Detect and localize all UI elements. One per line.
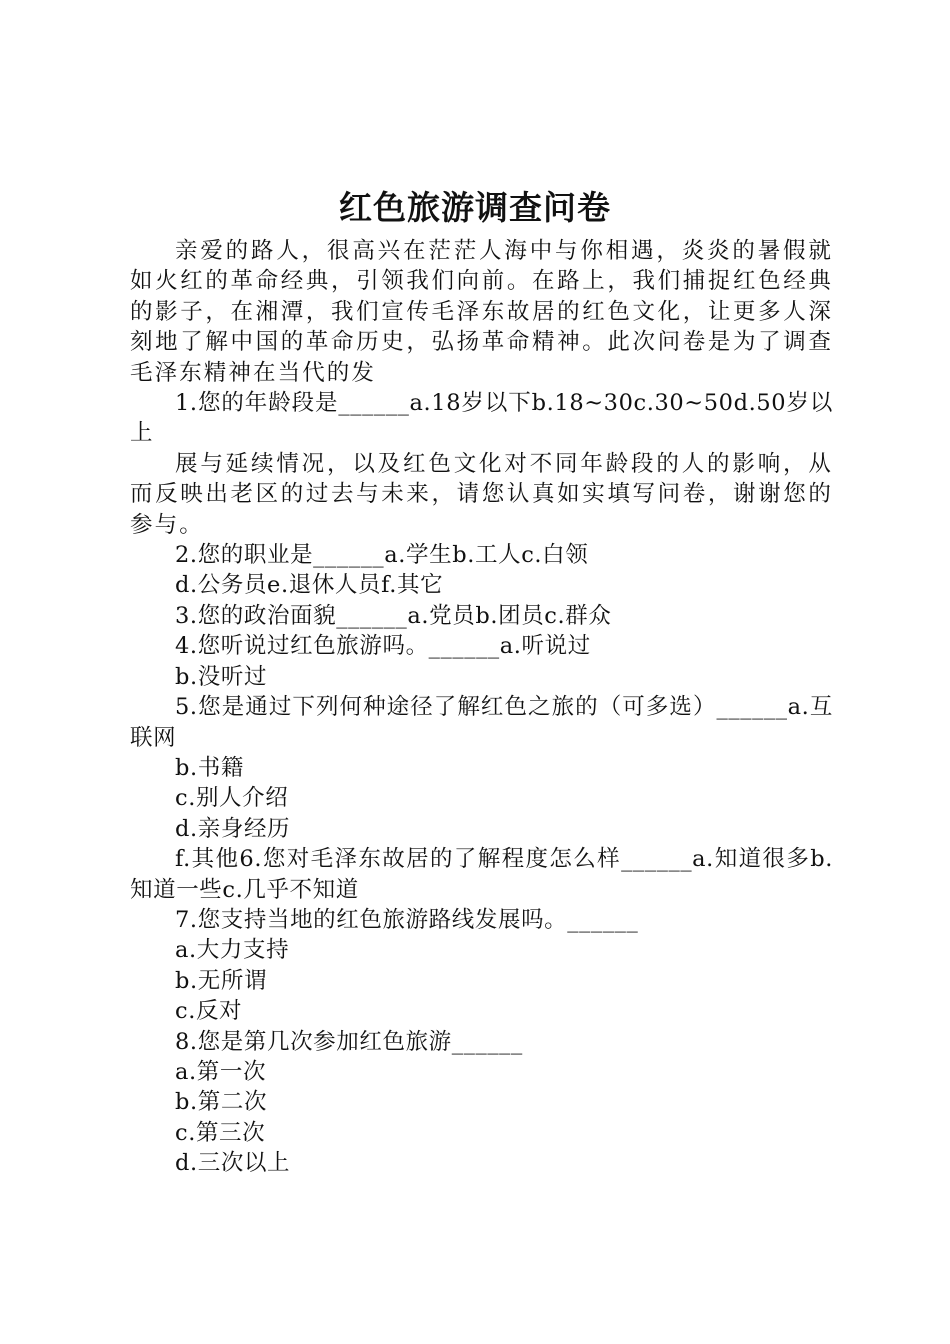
intro-paragraph-continued: 展与延续情况，以及红色文化对不同年龄段的人的影响，从而反映出老区的过去与未来，请您认真如实填写问卷，谢谢您的参与。 xyxy=(130,450,833,538)
intro-paragraph: 亲爱的路人，很高兴在茫茫人海中与你相遇，炎炎的暑假就如火红的革命经典，引领我们向前。在路上，我们捕捉红色经典的影子，在湘潭，我们宣传毛泽东故居的红色文化，让更多人深刻地了解中国的革命历史，弘扬革命精神。此次问卷是为了调查毛泽东精神在当代的发 xyxy=(130,238,833,386)
question-8-option-c: c.第三次 xyxy=(175,1119,266,1146)
question-7-option-a: a.大力支持 xyxy=(175,937,290,964)
question-5: 5.您是通过下列何种途径了解红色之旅的（可多选）______a.互联网 xyxy=(130,694,833,751)
question-8-option-b: b.第二次 xyxy=(175,1089,268,1116)
question-4: 4.您听说过红色旅游吗。______a.听说过 xyxy=(175,633,591,660)
question-7: 7.您支持当地的红色旅游路线发展吗。______ xyxy=(175,906,639,933)
question-4-option-b: b.没听过 xyxy=(175,663,268,690)
question-1: 1.您的年龄段是______a.18岁以下b.18~30c.30~50d.50岁以上 xyxy=(130,390,833,447)
question-2-options: d.公务员e.退休人员f.其它 xyxy=(175,572,444,599)
question-8-option-d: d.三次以上 xyxy=(175,1150,291,1177)
question-8-option-a: a.第一次 xyxy=(175,1058,267,1085)
page-title: 红色旅游调查问卷 xyxy=(339,188,611,227)
question-5-option-d: d.亲身经历 xyxy=(175,815,291,842)
question-5-option-c: c.别人介绍 xyxy=(175,785,289,812)
question-7-option-b: b.无所谓 xyxy=(175,967,268,994)
question-3: 3.您的政治面貌______a.党员b.团员c.群众 xyxy=(175,602,612,629)
question-8: 8.您是第几次参加红色旅游______ xyxy=(175,1028,523,1055)
question-2: 2.您的职业是______a.学生b.工人c.白领 xyxy=(175,542,589,569)
question-7-option-c: c.反对 xyxy=(175,998,243,1025)
question-5-option-b: b.书籍 xyxy=(175,754,244,781)
document-body xyxy=(130,236,833,1179)
question-6: f.其他6.您对毛泽东故居的了解程度怎么样______a.知道很多b.知道一些c.几乎不知道 xyxy=(130,846,833,903)
